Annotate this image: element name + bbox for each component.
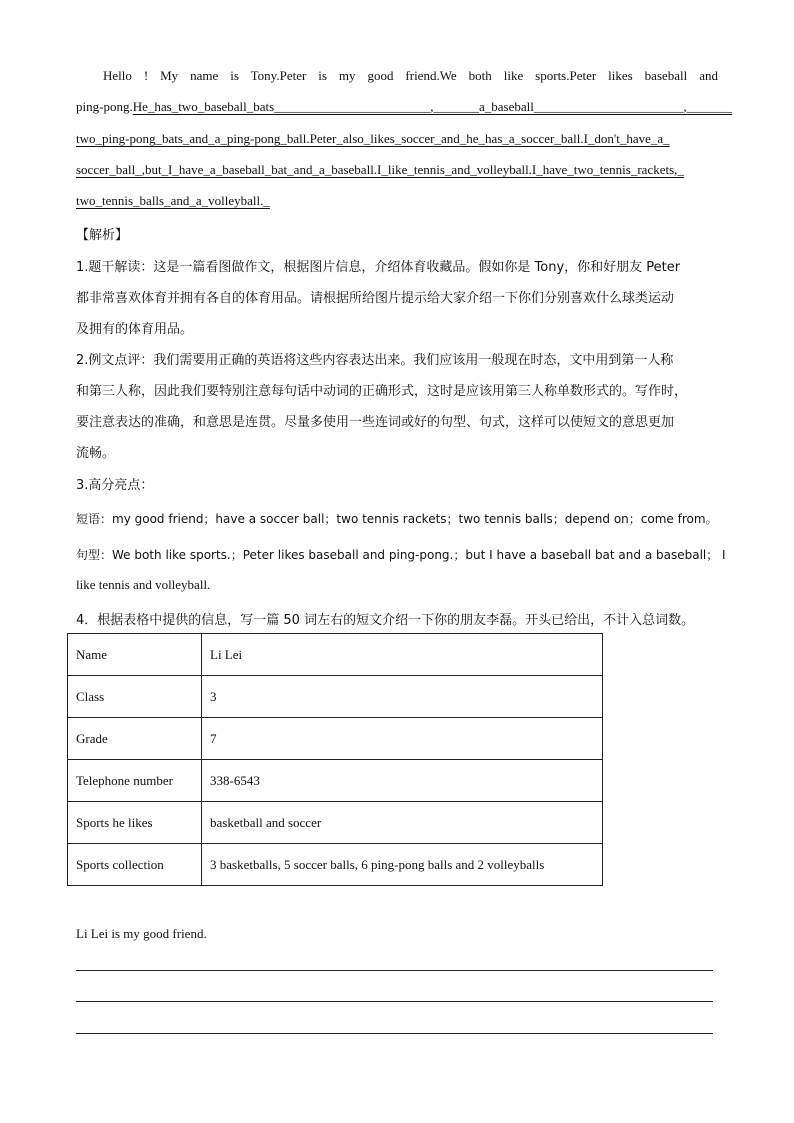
table-value: Li Lei: [202, 634, 603, 676]
table-key: Sports collection: [68, 844, 202, 886]
essay-line-3: two_ping-pong_bats_and_a_ping-pong_ball.Peter_also_likes_soccer_and_he_has_a_soccer_ball.I_don't_have_a_: [76, 131, 670, 146]
table-row: [68, 718, 603, 760]
table-row: [68, 676, 603, 718]
essay-line-5: two_tennis_balls_and_a_volleyball._: [76, 193, 270, 208]
analysis-sentences-line2: like tennis and volleyball.: [76, 577, 211, 592]
question-4-text: 4．根据表格中提供的信息，写一篇 50 词左右的短文介绍一下你的朋友李磊。开头已给出，不计入总词数。: [76, 613, 695, 628]
essay-line-1: Hello ! My name is Tony.Peter is my good friend.We both like sports.Peter likes baseball and: [103, 68, 718, 83]
analysis-p1-line2: 都非常喜欢体育并拥有各自的体育用品。请根据所给图片提示给大家介绍一下你们分别喜欢什么球类运动: [76, 291, 675, 306]
table-row: [68, 802, 603, 844]
info-table: [67, 633, 603, 886]
writing-start-sentence: Li Lei is my good friend.: [76, 926, 207, 941]
table-value: 3 basketballs, 5 soccer balls, 6 ping-pong balls and 2 volleyballs: [202, 844, 603, 886]
table-key: Sports he likes: [68, 802, 202, 844]
table-key: Telephone number: [68, 760, 202, 802]
analysis-p1-line1: 1.题干解读：这是一篇看图做作文，根据图片信息，介绍体育收藏品。假如你是 Tony，你和好朋友 Peter: [76, 260, 681, 275]
analysis-p2-line3: 要注意表达的准确，和意思是连贯。尽量多使用一些连词或好的句型、句式，这样可以使短文的意思更加: [76, 415, 675, 430]
analysis-p2-line4: 流畅。: [76, 446, 116, 461]
answer-line[interactable]: [76, 1001, 713, 1002]
table-key: Grade: [68, 718, 202, 760]
table-row: [68, 760, 603, 802]
table-value: 7: [202, 718, 603, 760]
table-row: [68, 634, 603, 676]
analysis-sentences-line1: 句型：We both like sports.；Peter likes baseball and ping-pong.；but I have a baseball bat and a baseball； I: [76, 548, 726, 562]
essay-line-2: ping-pong.He_has_two_baseball_bats________________________,_______a_baseball_______________________,_______: [76, 99, 733, 114]
essay-line-4: soccer_ball_,but_I_have_a_baseball_bat_and_a_baseball.I_like_tennis_and_volleyball.I_have_two_tennis_rackets,_: [76, 162, 684, 177]
answer-line[interactable]: [76, 970, 713, 971]
answer-line[interactable]: [76, 1033, 713, 1034]
analysis-p2-line1: 2.例文点评：我们需要用正确的英语将这些内容表达出来。我们应该用一般现在时态，文中用到第一人称: [76, 353, 674, 368]
table-value: basketball and soccer: [202, 802, 603, 844]
analysis-p2-line2: 和第三人称，因此我们要特别注意每句话中动词的正确形式，这时是应该用第三人称单数形式的。写作时，: [76, 384, 688, 399]
table-row: [68, 844, 603, 886]
analysis-p1-line3: 及拥有的体育用品。: [76, 322, 194, 337]
analysis-p3-heading: 3.高分亮点：: [76, 478, 154, 493]
table-key: Name: [68, 634, 202, 676]
table-value: 3: [202, 676, 603, 718]
table-key: Class: [68, 676, 202, 718]
analysis-heading: 【解析】: [76, 228, 129, 243]
analysis-phrases: 短语：my good friend；have a soccer ball；two tennis rackets；two tennis balls；depend on；come from。: [76, 512, 718, 526]
table-value: 338-6543: [202, 760, 603, 802]
